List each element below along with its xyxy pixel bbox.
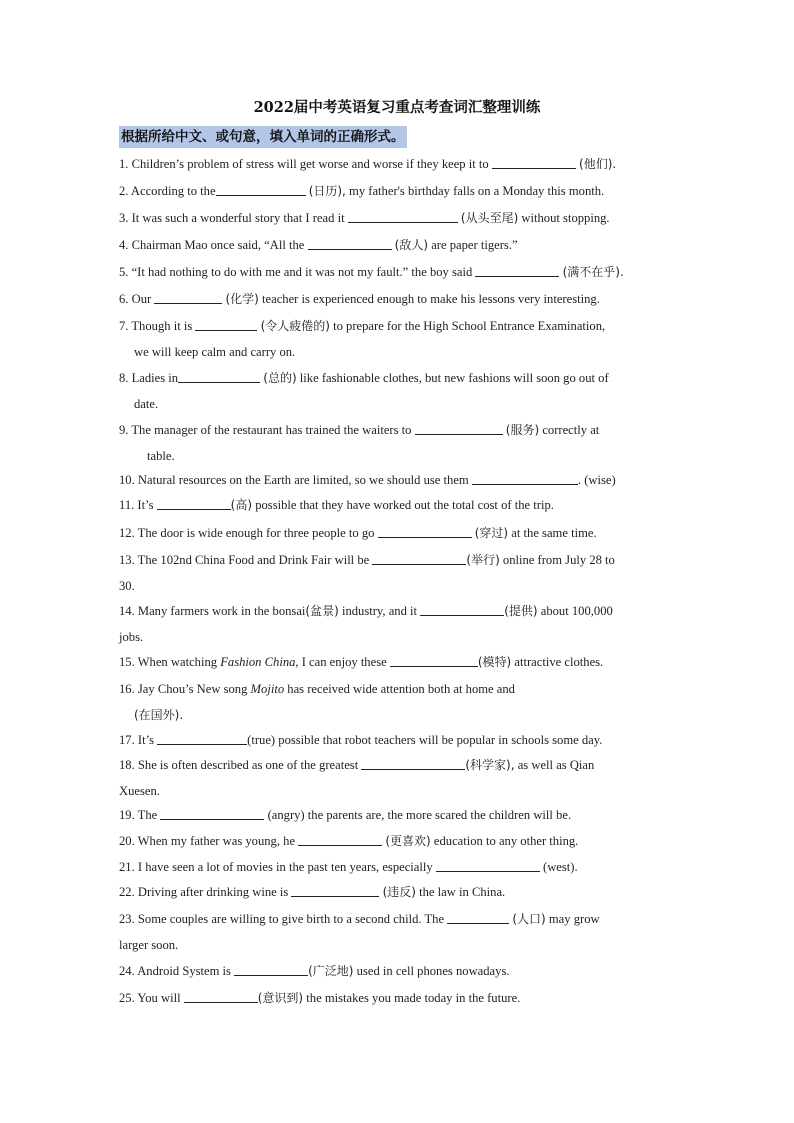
question-text: 8. Ladies in (119, 371, 179, 385)
question-text: has received wide attention both at home and (287, 682, 515, 696)
question-text: at the same time. (511, 526, 597, 540)
answer-blank[interactable] (234, 961, 308, 976)
question-13-continued (119, 573, 675, 599)
question-7 (119, 313, 675, 339)
question-text: 2. According to the (119, 184, 216, 198)
question-13 (119, 547, 675, 573)
question-text: 21. I have seen a lot of movies in the past ten years, especially (119, 860, 433, 874)
question-6 (119, 286, 675, 312)
hint-text: (日历), (308, 184, 346, 198)
hint-text: (wise) (584, 473, 616, 487)
question-3 (119, 205, 675, 231)
hint-text: (违反) (382, 885, 416, 899)
question-text: 20. When my father was young, he (119, 834, 296, 848)
question-1 (119, 151, 675, 177)
question-text: correctly at (542, 423, 600, 437)
question-24 (119, 958, 675, 984)
hint-text: (west). (543, 860, 578, 874)
question-text: possible that robot teachers will be popular in schools some day. (278, 733, 603, 747)
question-16 (119, 676, 675, 702)
question-17 (119, 727, 675, 753)
hint-text: (高) (230, 498, 253, 512)
answer-blank[interactable] (361, 755, 465, 770)
italic-title: Fashion China (220, 655, 296, 669)
question-4 (119, 232, 675, 258)
question-text: to prepare for the High School Entrance Examination, (333, 319, 606, 333)
question-7-continued (119, 339, 690, 365)
answer-blank[interactable] (160, 805, 264, 820)
hint-text: (令人疲倦的) (260, 319, 330, 333)
question-15 (119, 649, 675, 675)
question-text: 4. Chairman Mao once said, “All the (119, 238, 305, 252)
question-text: 15. When watching (119, 655, 218, 669)
answer-blank[interactable] (436, 857, 540, 872)
question-text: like fashionable clothes, but new fashions will soon go out of (299, 371, 609, 385)
question-text: 6. Our (119, 292, 152, 306)
hint-text: (人口) (512, 912, 546, 926)
question-2 (119, 178, 675, 204)
question-text: possible that they have worked out the total cost of the trip. (255, 498, 554, 512)
answer-blank[interactable] (475, 262, 559, 277)
hint-text: (意识到) (257, 991, 304, 1005)
italic-title: Mojito (250, 682, 285, 696)
question-text: larger soon. (119, 938, 179, 952)
question-text: education to any other thing. (433, 834, 579, 848)
question-9 (119, 417, 675, 443)
question-text: 22. Driving after drinking wine is (119, 885, 289, 899)
answer-blank[interactable] (390, 652, 478, 667)
question-19 (119, 802, 675, 828)
question-text: 5. “It had nothing to do with me and it was not my fault.” the boy said (119, 265, 473, 279)
question-text: 23. Some couples are willing to give birth to a second child. The (119, 912, 445, 926)
question-text: we will keep calm and carry on. (134, 345, 296, 359)
answer-blank[interactable] (308, 235, 392, 250)
hint-text: (满不在乎). (562, 265, 624, 279)
question-20 (119, 828, 675, 854)
question-text: my father's birthday falls on a Monday this month. (349, 184, 605, 198)
answer-blank[interactable] (415, 420, 503, 435)
hint-text: (穿过) (474, 526, 509, 540)
question-text: 19. The (119, 808, 158, 822)
question-23 (119, 906, 675, 932)
question-text: . (577, 473, 582, 487)
hint-text: (科学家), (465, 758, 515, 772)
hint-text: (提供) (504, 604, 538, 618)
question-text: the mistakes you made today in the future. (306, 991, 521, 1005)
answer-blank[interactable] (447, 909, 509, 924)
question-text: 9. The manager of the restaurant has trained the waiters to (119, 423, 412, 437)
question-23-continued (119, 932, 675, 958)
answer-blank[interactable] (291, 882, 379, 897)
question-14-continued (119, 624, 675, 650)
question-text: without stopping. (521, 211, 610, 225)
answer-blank[interactable] (492, 154, 576, 169)
answer-blank[interactable] (378, 523, 472, 538)
question-text: the law in China. (419, 885, 506, 899)
question-text: industry, and it (341, 604, 418, 618)
hint-text: (他们). (579, 157, 617, 171)
question-25 (119, 985, 675, 1011)
answer-blank[interactable] (472, 470, 578, 485)
answer-blank[interactable] (157, 495, 231, 510)
question-text: the parents are, the more scared the children will be. (307, 808, 572, 822)
question-text: date. (134, 397, 159, 411)
answer-blank[interactable] (184, 988, 258, 1003)
hint-text: (敌人) (394, 238, 429, 252)
question-text: 14. Many farmers work in the bonsai (119, 604, 306, 618)
question-text: 16. Jay Chou’s New song (119, 682, 248, 696)
question-11 (119, 492, 675, 518)
instruction-heading: 根据所给中文、或句意，填入单词的正确形式。 (119, 126, 407, 148)
answer-blank[interactable] (178, 368, 260, 383)
question-18-continued (119, 778, 675, 804)
question-10 (119, 467, 675, 493)
question-text: online from July 28 to (502, 553, 615, 567)
question-14 (119, 598, 675, 624)
question-text: 30. (119, 579, 135, 593)
question-text: 12. The door is wide enough for three people to go (119, 526, 375, 540)
hint-text: (盆景) (305, 604, 339, 618)
question-8 (119, 365, 675, 391)
hint-text: (true) (247, 733, 276, 747)
question-text: 11. It’s (119, 498, 154, 512)
question-text: attractive clothes. (514, 655, 604, 669)
question-text: Xuesen. (119, 784, 160, 798)
question-text: 25. You will (119, 991, 181, 1005)
question-text: as well as Qian (517, 758, 595, 772)
question-text: 10. Natural resources on the Earth are limited, so we should use them (119, 473, 469, 487)
hint-text: (angry) (267, 808, 305, 822)
answer-blank[interactable] (372, 550, 466, 565)
question-21 (119, 854, 675, 880)
question-9-continued (119, 443, 703, 469)
question-text: , I can enjoy these (295, 655, 387, 669)
hint-text: (服务) (505, 423, 540, 437)
hint-text: (举行) (466, 553, 500, 567)
question-text: 13. The 102nd China Food and Drink Fair will be (119, 553, 370, 567)
question-text: 3. It was such a wonderful story that I read it (119, 211, 345, 225)
question-text: teacher is experienced enough to make his lessons very interesting. (262, 292, 600, 306)
hint-text: (模特) (477, 655, 512, 669)
answer-blank[interactable] (420, 601, 504, 616)
hint-text: (总的) (263, 371, 297, 385)
question-text: 24. Android System is (119, 964, 231, 978)
question-text: 18. She is often described as one of the greatest (119, 758, 359, 772)
question-text: jobs. (119, 630, 144, 644)
page-title: 2022届中考英语复习重点考查词汇整理训练 (253, 99, 541, 116)
answer-blank[interactable] (157, 730, 247, 745)
answer-blank[interactable] (216, 181, 306, 196)
hint-text: (更喜欢) (385, 834, 431, 848)
question-5 (119, 259, 675, 285)
question-text: 7. Though it is (119, 319, 193, 333)
question-text: about 100,000 (540, 604, 613, 618)
hint-text: (从头至尾) (460, 211, 519, 225)
question-text: are paper tigers.” (431, 238, 518, 252)
hint-text: (广泛地) (308, 964, 354, 978)
question-8-continued (119, 391, 690, 417)
question-22 (119, 879, 675, 905)
question-text: used in cell phones nowadays. (356, 964, 510, 978)
hint-text: (化学) (225, 292, 259, 306)
answer-blank[interactable] (154, 289, 222, 304)
answer-blank[interactable] (348, 208, 458, 223)
question-text: 17. It’s (119, 733, 154, 747)
question-12 (119, 520, 675, 546)
question-text: may grow (548, 912, 600, 926)
question-16-continued (119, 702, 690, 728)
question-text: table. (147, 449, 175, 463)
question-text: 1. Children’s problem of stress will get worse and worse if they keep it to (119, 157, 489, 171)
answer-blank[interactable] (195, 316, 257, 331)
hint-text: (在国外). (134, 708, 184, 722)
question-18 (119, 752, 675, 778)
answer-blank[interactable] (298, 831, 382, 846)
